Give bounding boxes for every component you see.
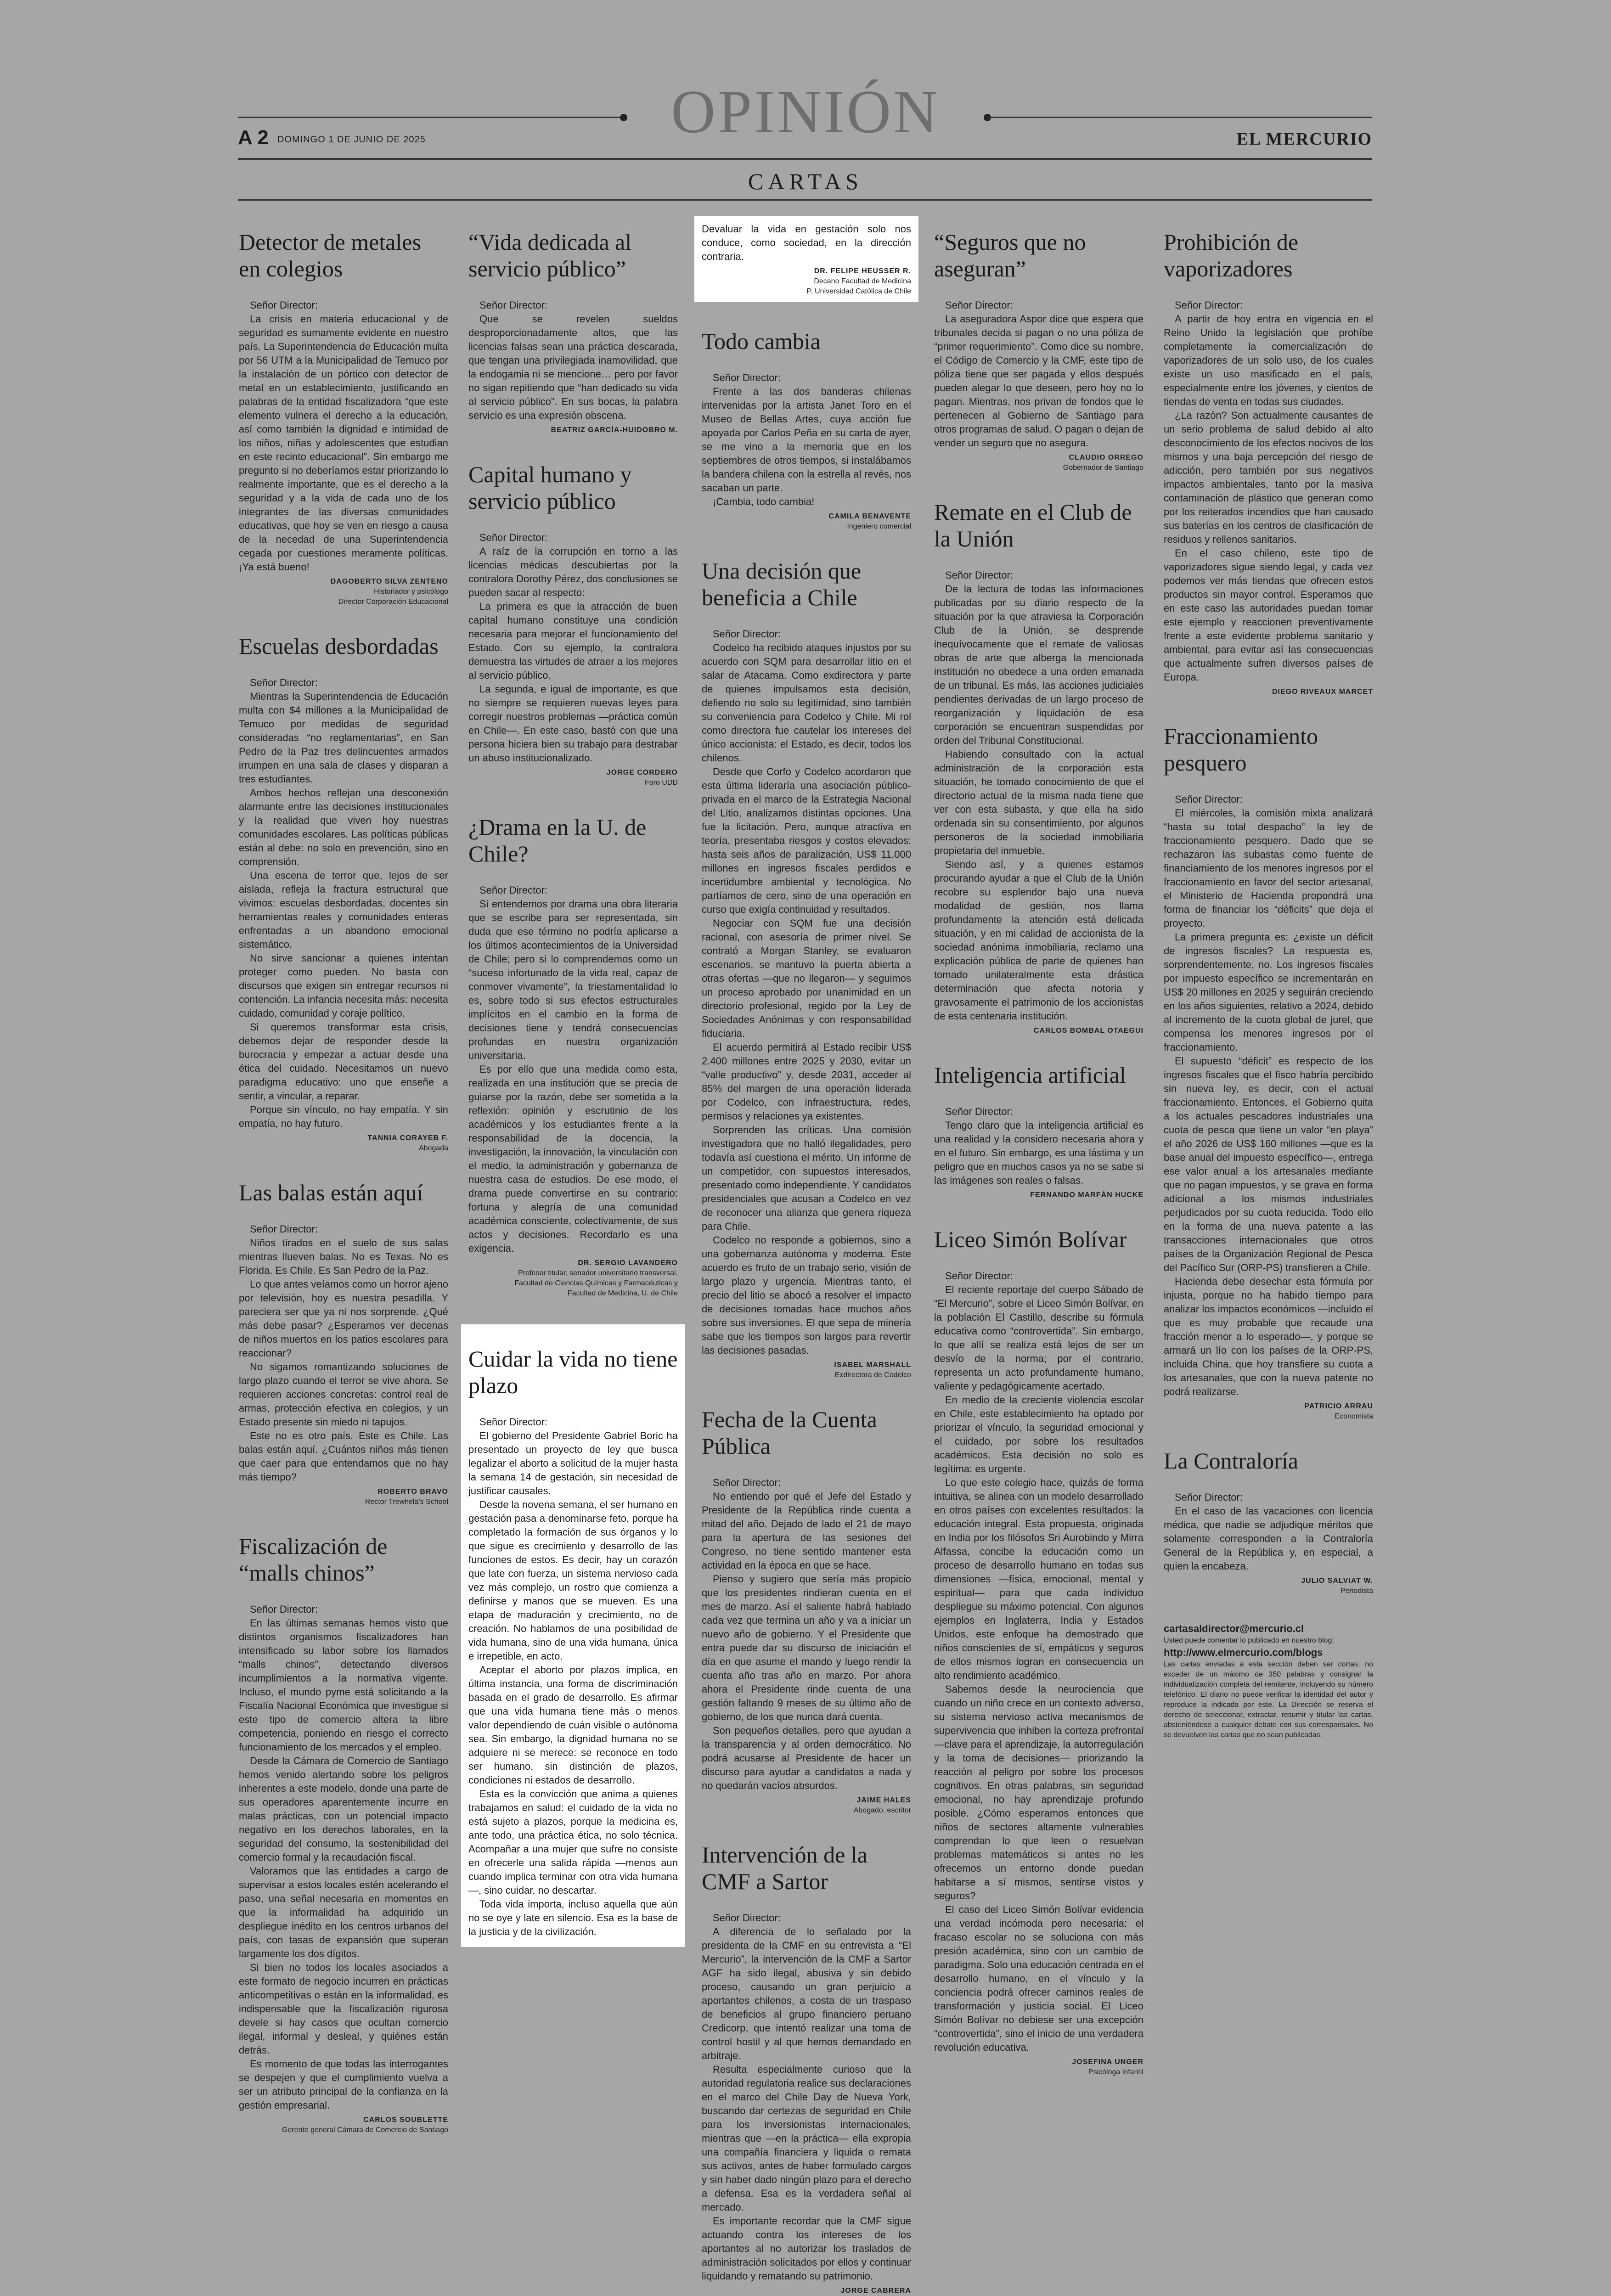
letter-paragraph: El miércoles, la comisión mixta analizará “hasta su total despacho” la ley de fraccionamiento pesquero. Dado que se rechazaron las subastas como fuente de financiamiento de los menores ingresos por el fraccionamiento en favor del sector artesanal, el Ministerio de Hacienda propondrá una forma de financiar los “déficits” que deja el proyecto. [1164,807,1373,929]
letter-paragraph: Si bien no todos los locales asociados a este formato de negocio incurren en prácticas anticompetitivas o están en la informalidad, es indispensable que la fiscalización rigurosa devele si hay casos que ocultan comercio ilegal, informal y desleal, y quiénes están detrás. [239,1962,448,2056]
column-2 [468,216,678,2213]
letter-todo-cambia [702,328,911,532]
letter-salutation: Señor Director: [1175,1491,1243,1503]
letter-salutation: Señor Director: [713,628,781,640]
letter-paragraph: ¿La razón? Son actualmente causantes de un serio problema de salud debido al alto desconocimiento de los efectos nocivos de los mismos y una baja percepción del riesgo de adicción, pero también por sus negativos impactos ambientales, tanto por la masiva contaminación de plástico que generan como por los reiterados incendios que han causado sus baterías en los centros de clasificación de residuos y rellenos sanitarios. [1164,410,1373,545]
letter-signature [702,512,911,532]
contact-note: Las cartas enviadas a esta sección deben ser cortas, no exceder de un máximo de 350 palabras y consignar la individualización completa del remitente, incluyendo su número telefónico. El diario no puede verificar la identidad del autor y reproduce la indicada por este. La Dirección se reserva el derecho de seleccionar, extractar, resumir y titular las cartas, absteniéndose a cualquier debate con sus corresponsales. No se devuelven las cartas que no sean publicadas. [1164,1660,1373,1739]
letter-signer-role: Psicóloga infantil [1088,2068,1143,2076]
letter-salutation: Señor Director: [713,372,781,383]
letter-fraccionamiento [1164,723,1373,1422]
letter-salutation: Señor Director: [945,299,1013,311]
letter-signer-role: Rector Trewhela’s School [365,1498,448,1506]
column-1 [239,216,448,2213]
letter-paragraph: Hacienda debe desechar esta fórmula por injusta, porque no ha habido tiempo para analizar los impactos económicos —incluido el que es muy probable que recaude una fracción menor a lo esperado—, y porque se armará un lío con los países de la ORP-PS, incluida China, que hoy transfiere su cuota a los artesanales, que con la nueva patente no podrá realizarse. [1164,1276,1373,1397]
letter-paragraph: Valoramos que las entidades a cargo de supervisar a estos locales estén acelerando el paso, una señal necesaria en momentos en que la informalidad ha adquirido un despliegue inédito en los centros urbanos del país, con tasas de expansión que superan largamente los dos dígitos. [239,1865,448,1959]
letter-headline: “Seguros que no aseguran” [934,229,1086,281]
letter-headline: Liceo Simón Bolívar [934,1227,1127,1252]
letter-signer-role: Gerente general Cámara de Comercio de Santiago [282,2126,448,2134]
section-label-cartas: CARTAS [748,169,863,194]
letter-signature [239,577,448,607]
letter-salutation: Señor Director: [250,299,318,311]
letter-paragraph: Niños tirados en el suelo de sus salas mientras llueven balas. No es Texas. No es Florida. Es Chile. Es San Pedro de la Paz. [239,1237,448,1276]
letter-signature [468,1258,678,1299]
letter-signature [468,768,678,788]
page-date: DOMINGO 1 DE JUNIO DE 2025 [277,135,426,145]
letter-drama [468,814,678,1299]
letter-headline: Detector de metales en colegios [239,229,422,281]
letter-signer-name: JAIME HALES [856,1796,911,1804]
letter-signer-role: Decano Facultad de Medicina [814,277,911,285]
letter-inteligencia [934,1062,1143,1200]
letter-paragraph: Desde la novena semana, el ser humano en gestación pasa a denominarse feto, porque ha completado la formación de sus órganos y lo que sigue es crecimiento y desarrollo de las funciones de estos. Es decir, hay un corazón que late con fuerza, un sistema nervioso cada vez más complejo, un rostro que comienza a definirse y manos que se mueven. Es una etapa de maduración y crecimiento, no de creación. No hablamos de una posibilidad de vida humana, sino de una vida humana, única e irrepetible, en acto. [468,1499,678,1662]
letter-signature [934,1026,1143,1036]
letter-headline: Inteligencia artificial [934,1062,1126,1088]
letter-signer-role: Exdirectora de Codelco [834,1371,911,1379]
letter-salutation: Señor Director: [250,1223,318,1235]
letter-signature [934,1190,1143,1200]
letter-headline: Intervención de la CMF a Sartor [702,1842,867,1894]
letter-paragraph: El caso del Liceo Simón Bolívar evidencia una verdad incómoda pero necesaria: el fracaso escolar no se soluciona con más presión académica, sino con un cambio de paradigma. Solo una educación centrada en el desarrollo humano, en el vínculo y la conciencia podrá ofrecer caminos reales de transformación y justicia social. El Liceo Simón Bolívar no debiese ser una excepción “controvertida”, sino el inicio de una verdadera revolución educativa. [934,1904,1143,2053]
letter-paragraph: Codelco ha recibido ataques injustos por su acuerdo con SQM para desarrollar litio en el salar de Atacama. Como exdirectora y parte de quienes impulsamos esta decisión, defiendo no solo su legitimidad, sino también su conveniencia para Codelco y Chile. Mi rol como directora fue cautelar los intereses del único accionista: el Estado, es decir, todos los chilenos. [702,642,911,764]
letter-paragraph: No entiendo por qué el Jefe del Estado y Presidente de la República rinde cuenta a mitad del año. Dejado de lado el 21 de mayo para la apertura de las sesiones del Congreso, no tiene sentido mantener esta actividad en la época en que se hace. [702,1491,911,1571]
letter-paragraph: En el caso chileno, este tipo de vaporizadores sigue siendo legal, y cada vez podemos ver más tiendas que ofrecen estos productos sin mayor control. Esperamos que en este caso las autoridades puedan tomar este ejemplo y reaccionen preventivamente frente a este evidente problema sanitario y ambiental, para evitar así las consecuencias que actualmente sufren diversos países de Europa. [1164,547,1373,683]
letter-signature [934,2057,1143,2077]
letter-signer-role: Abogado, escritor [853,1806,911,1814]
letter-headline: Todo cambia [702,328,821,354]
letter-headline: La Contraloría [1164,1448,1298,1474]
letter-signer-name: TANNIA CORAYEB F. [367,1134,448,1142]
letter-paragraph: Devaluar la vida en gestación solo nos conduce, como sociedad, en la dirección contraria. [702,223,911,262]
letter-remate [934,499,1143,1036]
letter-paragraph: Es importante recordar que la CMF sigue actuando contra los intereses de los aportantes al no autorizar los traslados de administración solicitados por ellos y continuar liquidando y rematando su patrimonio. [702,2215,911,2282]
letter-intervencion [702,1841,911,2296]
letter-paragraph: Es por ello que una medida como esta, realizada en una institución que se precia de guiarse por la razón, debe ser sometida a la reflexión: opinión y escrutinio de los académicos y los estudiantes frente a la responsabilidad de la docencia, la investigación, la innovación, la vinculación con el medio, la administración y gobernanza de nuestra casa de estudios. De ese modo, el drama puede convertirse en su contrario: fortuna y alegría de una comunidad académica consciente, colectivamente, de sus actos y decisiones. Recordarlo es una exigencia. [468,1064,678,1254]
letter-signer-role: Facultad de Ciencias Químicas y Farmacéuticas y [514,1279,678,1287]
letter-paragraph: A diferencia de lo señalado por la presidenta de la CMF en su entrevista a “El Mercurio”, la intervención de la CMF a Sartor AGF ha sido ilegal, abusiva y sin debido proceso, causando un gran perjuicio a aportantes chilenos, a costa de un traspaso de beneficios al grupo financiero peruano Credicorp, que intentó realizar una toma de control hostil y al que hemos demandado en arbitraje. [702,1926,911,2061]
letter-paragraph: Lo que este colegio hace, quizás de forma intuitiva, se alinea con un modelo desarrollado en otros países con excelentes resultados: la educación integral. Esta propuesta, originada en India por los filósofos Sri Aurobindo y Mirra Alfassa, concibe la educación como un proceso de desarrollo humano en todas sus dimensiones —física, emocional, mental y espiritual— para que cada individuo despliegue su máximo potencial. Con algunos ejemplos en Inglaterra, India y Estados Unidos, este enfoque ha demostrado que niños conscientes de sí, empáticos y seguros de ellos mismos logran en consecuencia un alto rendimiento académico. [934,1477,1143,1681]
letter-paragraph: No sirve sancionar a quienes intentan proteger como pueden. No basta con discursos que exigen sin entregar recursos ni contención. La infancia necesita más: necesita cuidado, comunidad y coraje político. [239,952,448,1019]
letter-paragraph: La aseguradora Aspor dice que espera que tribunales decida si pagan o no una póliza de “primer requerimiento”. Como dice su nombre, el Código de Comercio y la CMF, este tipo de póliza tiene que ser pagada y ellos después pueden alegar lo que deseen, pero hoy no lo pagan. Mientras, nos privan de fondos que le pertenecen al Gobierno de Santiago para otros programas de salud. O pagan o dejan de vender un seguro que no asegura. [934,313,1143,449]
letter-signer-name: DAGOBERTO SILVA ZENTENO [330,578,448,585]
letter-signature [1164,1576,1373,1596]
letter-signer-name: JULIO SALVIAT W. [1301,1577,1373,1585]
letter-vaporizadores [1164,229,1373,697]
letter-paragraph: Habiendo consultado con la actual administración de la corporación esta situación, he tomado conocimiento de que el directorio actual de la misma nada tiene que ver con esta subasta, y que ella ha sido ordenada sin su consentimiento, por algunos personeros de la sociedad inmobiliaria propietaria del inmueble. [934,748,1143,856]
letter-paragraph: No sigamos romantizando soluciones de largo plazo cuando el terror se vive ahora. Se requieren acciones concretas: control real de armas, protección efectiva en colegios, y un Estado presente sin miedo ni tapujos. [239,1361,448,1428]
letter-signer-name: CLAUDIO ORREGO [1069,454,1143,461]
letter-paragraph: Si entendemos por drama una obra literaria que se escribe para ser representada, sin duda que ese término no podría aplicarse a los últimos acontecimientos de la Universidad de Chile; pero si lo comprendemos como un “suceso infortunado de la vida real, capaz de conmover vivamente”, la triestamentalidad lo es, sobre todo si sus efectos estructurales implícitos en el cambio en la forma de decisiones tiene y tendrá consecuencias profundas en nuestra organización universitaria. [468,898,678,1061]
letter-signer-role: P. Universidad Católica de Chile [806,287,911,295]
letter-cuidar-cont [694,216,918,302]
letter-paragraph: Porque sin vínculo, no hay empatía. Y sin empatía, no hay futuro. [239,1104,448,1129]
letter-decision [702,557,911,1380]
letter-paragraph: La primera pregunta es: ¿existe un déficit de ingresos fiscales? La respuesta es, sorprendentemente, no. Los ingresos fiscales por impuesto específico se incrementarán en US$ 20 millones en 2025 y seguirán creciendo en los años siguientes, relativo a 2024, debido al incremento de la cuota global de jurel, que compensa los menores ingresos por el fraccionamiento. [1164,931,1373,1053]
letter-signer-name: ROBERTO BRAVO [377,1488,448,1496]
letter-paragraph: En las últimas semanas hemos visto que distintos organismos fiscalizadores han intensificado su labor sobre los llamados “malls chinos”, detectando diversos incumplimientos a la normativa vigente. Incluso, el mundo pyme está solicitando a la Fiscalía Nacional Económica que investigue si este tipo de comercio altera la libre competencia, poniendo en riesgo el correcto funcionamiento de los mercados y el empleo. [239,1617,448,1753]
letter-paragraph: Una escena de terror que, lejos de ser aislada, refleja la fractura estructural que vivimos: escuelas desbordadas, docentes sin herramientas reales y comunidades enteras enfrentadas a un abandono emocional sistemático. [239,870,448,950]
masthead-right-rule [987,117,1372,118]
letter-paragraph: Ambos hechos reflejan una desconexión alarmante entre las decisiones institucionales y la realidad que viven hoy nuestras comunidades escolares. Las políticas públicas están al debe: no solo en prevención, sino en comprensión. [239,787,448,867]
letter-salutation: Señor Director: [945,1106,1013,1117]
letter-salutation: Señor Director: [250,677,318,688]
letter-signer-role: Director Corporación Educacional [338,598,448,606]
letter-signer-name: DR. FELIPE HEUSSER R. [814,267,911,275]
letter-signature [702,2286,911,2296]
letter-paragraph: En el caso de las vacaciones con licencia médica, que nadie se adjudique méritos que solamente corresponden a la Contraloría General de la República y, en especial, a quien la encabeza. [1164,1505,1373,1572]
letter-paragraph: Aceptar el aborto por plazos implica, en última instancia, una forma de discriminación basada en el grado de desarrollo. Es afirmar que una vida humana tiene más o menos valor dependiendo de cuán visible o autónoma sea. Sin embargo, la dignidad humana no se adquiere ni se merece: se reconoce en todo ser humano, sin distinción de plazos, condiciones ni estados de desarrollo. [468,1664,678,1786]
letter-paragraph: La crisis en materia educacional y de seguridad es sumamente evidente en nuestro país. La Superintendencia de Educación multa por 56 UTM a la Municipalidad de Temuco por la instalación de un pórtico con detector de metal en un establecimiento, justificando en palabras de la entidad fiscalizadora “que este elemento vulnera el derecho a la educación, así como también la dignidad e intimidad de los niños, niñas y adolescentes que estudian en este recinto educacional”. Sin embargo me pregunto si no deberíamos estar priorizando lo realmente importante, que es el derecho a la seguridad y a la vida de cada uno de los integrantes de las diversas comunidades educativas, que hoy se ven en riesgo a causa de la necedad de una Superintendencia cegada por cuestiones meramente políticas. ¡Ya está bueno! [239,313,448,573]
letter-signature [702,1795,911,1816]
contact-comment-text: Usted puede comentar lo publicado en nuestro blog: [1164,1637,1334,1644]
letter-escuelas [239,633,448,1154]
letter-paragraph: Tengo claro que la inteligencia artificial es una realidad y la considero necesaria ahora y en el futuro. Sin embargo, es una lástima y un peligro que en muchos casos ya no se sabe si las imágenes son reales o falsas. [934,1120,1143,1186]
letter-paragraph: De la lectura de todas las informaciones publicadas por su diario respecto de la situación por la que atraviesa la Corporación Club de la Unión, se desprende inequívocamente que el remate de valiosas obras de arte que alberga la mencionada institución no obedece a una orden emanada de un tribunal. Es más, las acciones judiciales pendientes derivadas de un largo proceso de reorganización y liquidación de esa corporación se encuentran suspendidas por orden del Tribunal Constitucional. [934,583,1143,746]
letter-signature [468,425,678,435]
letter-headline: Cuidar la vida no tiene plazo [468,1346,678,1398]
letter-paragraph: Sabemos desde la neurociencia que cuando un niño crece en un contexto adverso, su sistema nervioso activa mecanismos de supervivencia que inhiben la corteza prefrontal —clave para el aprendizaje, la autorregulación y la toma de decisiones— priorizando la reacción al peligro por sobre los procesos cognitivos. En otras palabras, sin seguridad emocional, no hay aprendizaje profundo posible. ¿Cómo esperamos entonces que niños de sectores altamente vulnerables comprendan lo que leen o resuelvan problemas matemáticos si antes no les ofrecemos un entorno donde puedan habitarse a sí mismos, sentirse vistos y seguros? [934,1683,1143,1902]
letter-salutation: Señor Director: [713,1477,781,1488]
letter-salutation: Señor Director: [479,532,547,543]
letter-cuidar [461,1324,685,1947]
letter-salutation: Señor Director: [713,1912,781,1924]
letter-signature [702,1360,911,1380]
column-3 [702,216,911,2295]
letter-salutation: Señor Director: [945,569,1013,581]
letter-salutation: Señor Director: [1175,299,1243,311]
letter-paragraph: Siendo así, y a quienes estamos procurando ayudar a que el Club de la Unión recobre su esplendor bajo una nueva modalidad de gestión, nos llama profundamente la atención está delicada situación, y en mi calidad de accionista de la sociedad anónima inmobiliaria, reclamo una explicación pública de parte de quienes han tomado unilateralmente esta drástica determinación que afecta notoria y gravosamente el patrimonio de los accionistas de esta centenaria institución. [934,859,1143,1022]
letter-salutation: Señor Director: [250,1604,318,1615]
letter-paragraph: Negociar con SQM fue una decisión racional, con asesoría de primer nivel. Se contrató a Morgan Stanley, se evaluaron escenarios, se mantuvo la puerta abierta a otras ofertas —que no llegaron— y seguimos un proceso aprobado por unanimidad en un directorio profesional, regido por la Ley de Sociedades Anónimas y con responsabilidad fiduciaria. [702,917,911,1039]
letter-paragraph: Lo que antes veíamos como un horror ajeno por televisión, hoy es nuestra pesadilla. Y pareciera ser que ya ni nos sorprende. ¿Qué más debe pasar? ¿Esperamos ver decenas de niños muertos en los patios escolares para reaccionar? [239,1278,448,1359]
newspaper-brand: EL MERCURIO [1236,129,1372,149]
letter-balas [239,1179,448,1507]
letter-signer-role: Facultad de Medicina, U. de Chile [567,1289,678,1297]
letter-paragraph: Este no es otro país. Este es Chile. Las balas están aquí. ¿Cuántos niños más tienen que caer para que entendamos que no hay más tiempo? [239,1430,448,1483]
letter-signer-name: PATRICIO ARRAU [1304,1402,1373,1410]
letter-paragraph: Desde que Corfo y Codelco acordaron que esta última lideraría una asociación público-privada en el marco de la Estrategia Nacional del Litio, analizamos distintas opciones. Una fue la licitación. Pero, aunque atractiva en teoría, presentaba riesgos y costos elevados: hasta seis años de paralización, US$ 11.000 millones en ingresos fiscales perdidos e incertidumbre ambiental y tecnológica. No partíamos de cero, sino de una operación en curso que exigía continuidad y resultados. [702,766,911,915]
letter-signer-role: Periodista [1340,1587,1373,1595]
letter-paragraph: Es momento de que todas las interrogantes se despejen y que el cumplimiento vuelva a ser un atributo principal de la confianza en la gestión empresarial. [239,2058,448,2111]
letter-signer-role: Foro UDD [644,779,678,787]
letter-paragraph: Si queremos transformar esta crisis, debemos dejar de responder desde la burocracia y empezar a actuar desde una ética del cuidado. Necesitamos un nuevo paradigma educativo: uno que enseñe a sentir, a vincular, a reparar. [239,1021,448,1102]
letter-contraloria [1164,1447,1373,1596]
letter-paragraph: Desde la Cámara de Comercio de Santiago hemos venido alertando sobre los peligros inherentes a este modelo, donde una parte de sus operadores aparentemente incurre en malas prácticas, con un potencial impacto negativo en los derechos laborales, en la seguridad del consumo, la sostenibilidad del comercio formal y la recaudación fiscal. [239,1755,448,1863]
contact-info [1164,1622,1373,1740]
letter-headline: Fraccionamiento pesquero [1164,723,1318,776]
letter-salutation: Señor Director: [945,1270,1013,1282]
letter-signature [239,2115,448,2135]
letter-headline: Una decisión que beneficia a Chile [702,558,862,610]
letter-paragraph: La primera es que la atracción de buen capital humano constituye una condición necesaria para mejorar el funcionamiento del Estado. Con su ejemplo, la contralora demuestra las virtudes de atraer a los mejores al servicio público. [468,601,678,681]
letter-salutation: Señor Director: [1175,793,1243,805]
letter-paragraph: En medio de la creciente violencia escolar en Chile, este establecimiento ha optado por priorizar el vínculo, la seguridad emocional y el cuidado, por sobre los resultados académicos. Esta decisión no solo es legítima: es urgente. [934,1394,1143,1474]
letter-signer-name: CARLOS BOMBAL OTAEGUI [1033,1027,1143,1035]
letter-paragraph: Esta es la convicción que anima a quienes trabajamos en salud: el cuidado de la vida no está sujeto a plazos, porque la medicina es, ante todo, una práctica ética, no solo técnica. Acompañar a una mujer que sufre no consiste en ofrecerle una salida rápida —menos aun cuando implica terminar con otra vida humana—, sino cuidar, no descartar. [468,1788,678,1896]
letter-paragraph: Son pequeños detalles, pero que ayudan a la transparencia y al orden democrático. No podrá acusarse al Presidente de hacer un discurso para ayudar a candidatos a nada y no quedarán vacíos absurdos. [702,1725,911,1791]
letter-signature [934,453,1143,473]
letter-signer-name: CARLOS SOUBLETTE [363,2116,448,2124]
letter-signer-role: Economista [1335,1412,1373,1420]
letter-signature [1164,687,1373,697]
letter-signer-name: DIEGO RIVEAUX MARCET [1272,688,1373,696]
letter-signer-name: JOSEFINA UNGER [1072,2058,1143,2066]
letter-signature [1164,1401,1373,1422]
letter-signer-name: BEATRIZ GARCÍA-HUIDOBRO M. [551,426,678,434]
letter-headline: “Vida dedicada al servicio público” [468,229,632,281]
letter-paragraph: Que se revelen sueldos desproporcionadamente altos, que las licencias falsas sean una práctica descarada, que tengan una privilegiada inamovilidad, que la endogamia ni se mencione… pero por favor no sigan repitiendo que “han dedicado su vida al servicio público”. En sus bocas, la palabra servicio es una expresión obscena. [468,313,678,421]
letter-detector [239,229,448,607]
letter-fecha [702,1406,911,1816]
letter-signer-name: JORGE CORDERO [606,769,678,777]
page-number: A 2 [238,126,269,149]
letter-headline: Escuelas desbordadas [239,633,439,659]
letter-paragraph: La segunda, e igual de importante, es que no siempre se requieren nuevas leyes para corregir nuestros problemas —práctica común en Chile—. En este caso, bastó con que una persona hiciera bien su trabajo para destrabar un abuso institucionalizado. [468,683,678,764]
letter-headline: ¿Drama en la U. de Chile? [468,814,647,867]
letter-signature [702,266,911,297]
letter-salutation: Señor Director: [479,1416,547,1428]
letter-headline: Prohibición de vaporizadores [1164,229,1299,281]
letter-salutation: Señor Director: [479,299,547,311]
letter-capital [468,461,678,788]
column-4 [934,216,1143,2213]
cartas-bottom-rule [238,199,1372,201]
letter-paragraph: ¡Cambia, todo cambia! [713,496,815,507]
letter-signer-name: JORGE CABRERA [840,2287,911,2295]
letter-paragraph: Frente a las dos banderas chilenas intervenidas por la artista Janet Toro en el Museo de Bellas Artes, cuya acción fue apoyada por Carlos Peña en su carta de ayer, se me vino a la memoria que en los septiembres de otros tiempos, si instalábamos la bandera chilena con la estrella al revés, nos sacaban un parte. [702,386,911,494]
letter-paragraph: Resulta especialmente curioso que la autoridad regulatoria realice sus declaraciones en el marco del Chile Day de Nueva York, buscando dar certezas de seguridad en Chile para los inversionistas internacionales, mientras que —en la práctica— ella expropia una compañía financiera y liquida o remata sus activos, antes de haber formulado cargos y sin haber dado ningún plazo para el derecho a defensa. Esa es la verdadera señal al mercado. [702,2064,911,2213]
letter-signer-name: DR. SERGIO LAVANDERO [578,1259,678,1267]
contact-blog-link: http://www.elmercurio.com/blogs [1164,1647,1323,1658]
section-title: OPINIÓN [671,78,940,146]
letter-signature [239,1487,448,1507]
letter-signer-role: Profesor titular, senador universitario transversal, [518,1269,678,1277]
letter-seguros [934,229,1143,473]
letter-signer-role: Abogada [418,1144,448,1152]
letter-paragraph: Codelco no responde a gobiernos, sino a una gobernanza autónoma y moderna. Este acuerdo es fruto de un trabajo serio, visión de largo plazo y urgencia. Mientras tanto, el precio del litio se abocó a resolver el impacto de decisiones tomadas hace muchos años sobre sus inversiones. El que sepa de minería sabe que los tiempos son largos para revertir las decisiones pasadas. [702,1234,911,1356]
letter-malls [239,1533,448,2135]
letter-headline: Las balas están aquí [239,1180,423,1205]
letter-paragraph: Sorprenden las críticas. Una comisión investigadora que no halló ilegalidades, pero todavía así cuestiona el mérito. Un informe de un competidor, con supuestos interesados, presentado como independiente. Y candidatos presidenciales que acusan a Codelco en vez de reconocer una alianza que genera riqueza para Chile. [702,1124,911,1232]
masthead-bottom-rule [238,158,1372,160]
letter-paragraph: El acuerdo permitirá al Estado recibir US$ 2.400 millones entre 2025 y 2030, evitar un “valle productivo” y, desde 2031, acceder al 85% del margen de una operación liderada por Codelco, con infraestructura, redes, permisos y relaciones ya existentes. [702,1041,911,1122]
contact-email: cartasaldirector@mercurio.cl [1164,1623,1304,1634]
letter-paragraph: A partir de hoy entra en vigencia en el Reino Unido la legislación que prohíbe completamente la comercialización de vaporizadores de un solo uso, de los cuales existe un uso masificado en el país, especialmente entre los jóvenes, y cientos de tiendas de venta en todas sus ciudades. [1164,313,1373,407]
letter-paragraph: Pienso y sugiero que sería más propicio que los presidentes rindieran cuenta en el mes de marzo. Así el saliente habrá hablado cada vez que termina un año y va a iniciar un nuevo año de gobierno. Y el Presidente que entra puede dar su discurso de iniciación el día en que asume el mando y luego rendir la cuenta año tras año en marzo. Por ahora ahora el Presidente rinde cuenta de una gestión faltando 9 meses de su último año de gobierno, de los que nunca dará cuenta. [702,1573,911,1722]
letter-signer-role: Ingeniero comercial [847,523,911,530]
letter-signer-role: Gobernador de Santiago [1063,464,1143,472]
letter-salutation: Señor Director: [479,884,547,896]
letter-paragraph: El reciente reportaje del cuerpo Sábado de “El Mercurio”, sobre el Liceo Simón Bolívar, en la población El Castillo, describe su fórmula educativa como “controvertida”. Sin embargo, lo que allí se realiza está lejos de ser un desvío de la norma; por el contrario, representa un acto profundamente humano, valiente y pedagógicamente acertado. [934,1284,1143,1392]
letter-headline: Remate en el Club de la Unión [934,499,1132,551]
letter-paragraph: Mientras la Superintendencia de Educación multa con $4 millones a la Municipalidad de Temuco por medidas de seguridad consideradas “no reglamentarias”, en San Pedro de la Paz tres delincuentes armados irrumpen en una sala de clases y disparan a tres estudiantes. [239,691,448,785]
letter-signer-role: Historiador y psicólogo [374,588,448,596]
letter-paragraph: El gobierno del Presidente Gabriel Boric ha presentado un proyecto de ley que busca legalizar el aborto a solicitud de la mujer hasta la semana 14 de gestación, sin necesidad de justificar causales. [468,1430,678,1497]
letter-signature [239,1133,448,1154]
letter-paragraph: Toda vida importa, incluso aquella que aún no se oye y late en silencio. Esa es la base de la justicia y de la civilización. [468,1898,678,1937]
letter-headline: Fiscalización de “malls chinos” [239,1533,388,1586]
letter-signer-name: CAMILA BENAVENTE [828,512,911,520]
letter-paragraph: El supuesto “déficit” es respecto de los ingresos fiscales que el fisco habría percibido sin nueva ley, es decir, con el actual fraccionamiento. Entonces, el Gobierno quita a los actuales pescadores industriales una cuota de pesca que tiene un valor “en playa” el año 2026 de US$ 160 millones —que es la base anual del impuesto específico—, entrega ese valor anual a los artesanales mediante que no pagan impuestos, y se grava en forma adicional a los mismos industriales perjudicados por su cuota reducida. Todo ello en la forma de una nueva patente a las transacciones internacionales que otros países de la Organización Regional de Pesca del Pacífico Sur (ORP-PS) transfieren a Chile. [1164,1055,1373,1273]
letter-signer-name: ISABEL MARSHALL [834,1361,911,1369]
letter-paragraph: A raíz de la corrupción en torno a las licencias médicas descubiertas por la contralora Dorothy Pérez, dos conclusiones se pueden sacar al respecto: [468,546,678,598]
letter-headline: Capital humano y servicio público [468,461,632,514]
letter-headline: Fecha de la Cuenta Pública [702,1407,877,1459]
letter-liceo [934,1226,1143,2077]
column-5 [1164,216,1373,2213]
letter-signer-name: FERNANDO MARFÁN HUCKE [1030,1191,1143,1199]
letter-vida-dedicada [468,229,678,435]
